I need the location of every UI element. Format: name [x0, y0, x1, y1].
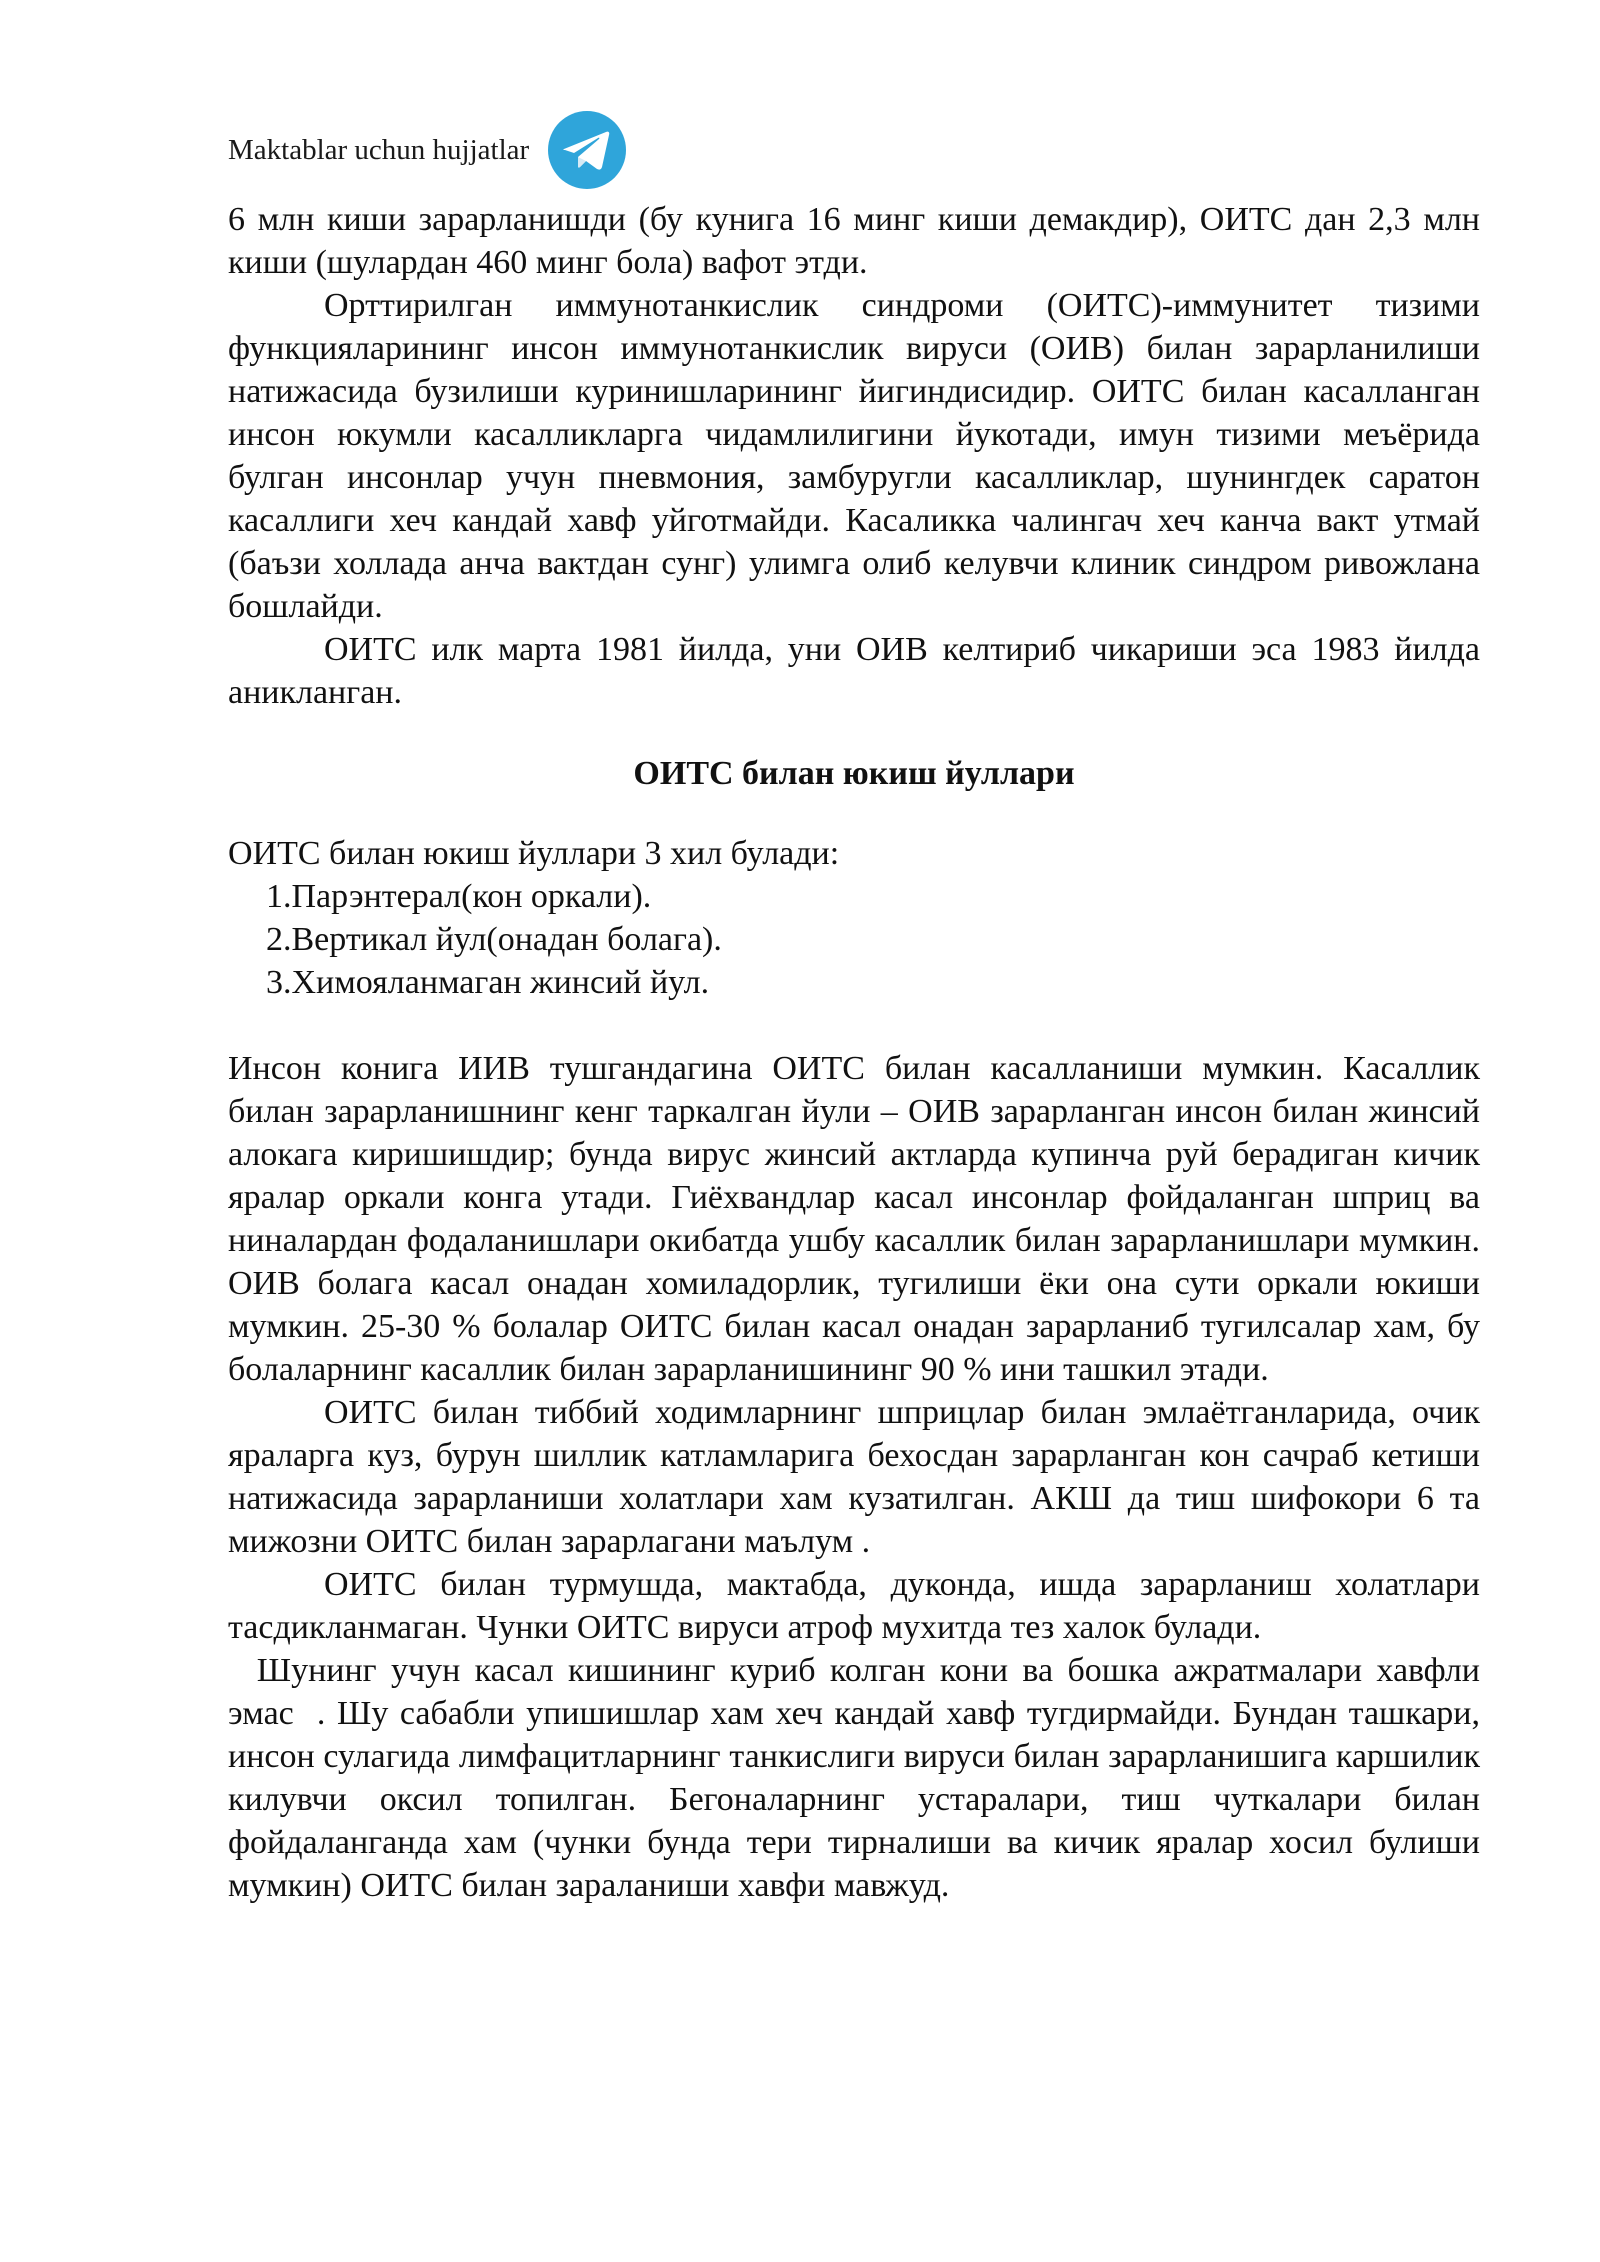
paragraph-2: Орттирилган иммунотанкислик синдроми (ОИТС)-иммунитет тизими функцияларининг инсон иммунотанкислик вируси (ОИВ) билан зарарланилиши натижасида бузилиши куринишларининг йигиндисидир. ОИТС билан касалланган инсон юкумли касалликларга чидамлилигини йукотади, имун тизими меъёрида булган инсонлар учун пневмония, замбуругли касалликлар, шунингдек саратон касаллиги хеч кандай хавф уйготмайди. Касаликка чалингач хеч канча вакт утмай (баъзи холлада анча вактдан сунг) улимга олиб келувчи клиник синдром ривожлана бошлайди. [228, 287, 1480, 625]
telegram-icon[interactable] [547, 110, 627, 190]
section-title: ОИТС билан юкиш йуллари [633, 755, 1075, 792]
paragraph-7: Шунинг учун касал кишининг куриб колган кони ва бошка ажратмалари хавфли эмас . Шу сабабли упишишлар хам хеч кандай хавф тугдирмайди. Бундан ташкари, инсон сулагида лимфацитларнинг танкислиги вируси билан зарарланишига каршилик килувчи оксил топилган. Бегоналарнинг устаралари, тиш чуткалари билан фойдаланганда хам (чунки бунда тери тирналиши ва кичик яралар хосил булиши мумкин) ОИТС билан зараланиши хавфи мавжуд. [228, 1652, 1489, 1904]
paragraph-4: Инсон конига ИИВ тушгандагина ОИТС билан касалланиши мумкин. Касаллик билан зарарланишнинг кенг таркалган йули – ОИВ зарарланган инсон билан жинсий алокага киришишдир; бунда вирус жинсий актларда купинча руй берадиган кичик яралар оркали конга утади. Гиёхвандлар касал инсонлар фойдаланган шприц ва ниналардан фодаланишлари окибатда ушбу касаллик билан зарарланишлари мумкин. ОИВ болага касал онадан хомиладорлик, тугилиши ёки она сути оркали юкиши мумкин. 25-30 % болалар ОИТС билан касал онадан зарарланиб тугилсалар хам, бу болаларнинг касаллик билан зарарланишининг 90 % ини ташкил этади. [228, 1050, 1480, 1388]
list-intro: ОИТС билан юкиш йуллари 3 хил булади: [228, 835, 840, 872]
paragraph-5: ОИТС билан тиббий ходимларнинг шприцлар билан эмлаётганларида, очик яраларга куз, бурун шиллик катламларига бехосдан зарарланган кон сачраб кетиши натижасида зарарланиши холатлари хам кузатилган. АКШ да тиш шифокори 6 та мижозни ОИТС билан зарарлагани маълум . [228, 1394, 1480, 1560]
paragraph-1: 6 млн киши зарарланишди (бу кунига 16 минг киши демакдир), ОИТС дан 2,3 млн киши (шулардан 460 минг бола) вафот этди. [228, 201, 1480, 281]
page-header [228, 108, 627, 192]
paragraph-6: ОИТС билан турмушда, мактабда, дуконда, ишда зарарланиш холатлари тасдикланмаган. Чунки ОИТС вируси атроф мухитда тез халок булади. [228, 1566, 1480, 1646]
header-title: Maktablar uchun hujjatlar [228, 133, 530, 166]
document-body [228, 198, 1489, 1907]
list-item: 1.Парэнтерал(кон оркали). [266, 878, 652, 915]
paragraph-3: ОИТС илк марта 1981 йилда, уни ОИВ келтириб чикариши эса 1983 йилда аникланган. [228, 631, 1480, 711]
transmission-list [228, 875, 1480, 1004]
list-item: 3.Химояланмаган жинсий йул. [266, 964, 710, 1001]
list-item: 2.Вертикал йул(онадан болага). [266, 921, 722, 958]
spacer [228, 1004, 1480, 1047]
